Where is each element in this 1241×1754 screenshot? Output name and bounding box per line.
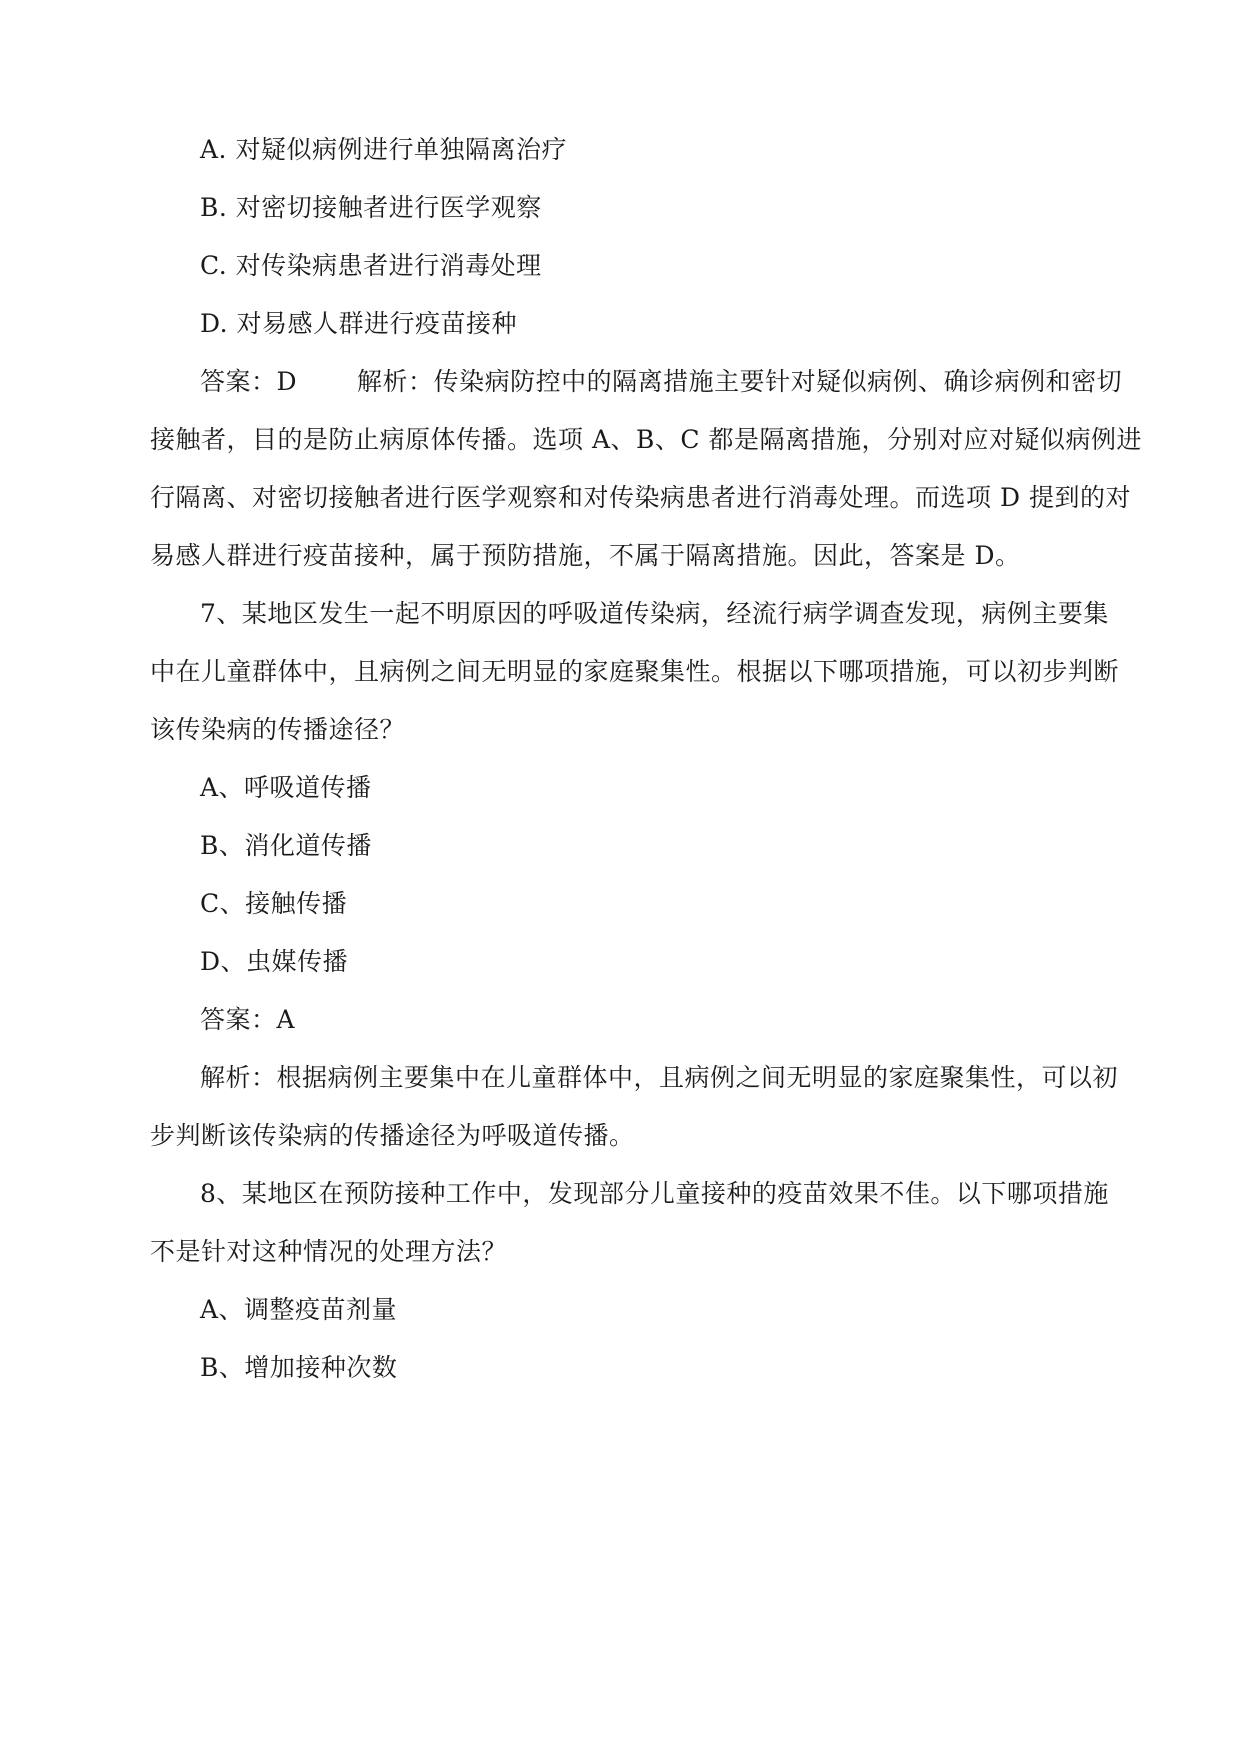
q7-question-line-3: 该传染病的传播途径？: [150, 715, 406, 744]
q8-option-b: B、增加接种次数: [200, 1353, 398, 1382]
q8-option-a: A、调整疫苗剂量: [200, 1295, 398, 1324]
q8-question-line-1: 8、某地区在预防接种工作中，发现部分儿童接种的疫苗效果不佳。以下哪项措施: [200, 1179, 1109, 1208]
q7-analysis-line-2: 步判断该传染病的传播途径为呼吸道传播。: [150, 1121, 635, 1150]
q6-option-d: D. 对易感人群进行疫苗接种: [200, 309, 518, 338]
q6-option-a: A. 对疑似病例进行单独隔离治疗: [200, 135, 567, 164]
q7-analysis-line-1: 解析：根据病例主要集中在儿童群体中，且病例之间无明显的家庭聚集性，可以初: [200, 1063, 1119, 1092]
q6-analysis-line-2: 接触者，目的是防止病原体传播。选项 A、B、C 都是隔离措施，分别对应对疑似病例进: [150, 425, 1142, 454]
q7-option-d: D、虫媒传播: [200, 947, 349, 976]
q6-answer-analysis-line-1: [200, 367, 1123, 397]
q7-option-b: B、消化道传播: [200, 831, 372, 860]
q6-option-b: B. 对密切接触者进行医学观察: [200, 193, 542, 222]
q7-question-line-2: 中在儿童群体中，且病例之间无明显的家庭聚集性。根据以下哪项措施，可以初步判断: [150, 657, 1120, 686]
q6-analysis-label: 解析：: [357, 367, 434, 396]
q7-answer: 答案：A: [200, 1005, 296, 1034]
q7-option-a: A、呼吸道传播: [200, 773, 372, 802]
q6-answer: 答案：D: [200, 367, 298, 396]
q8-question-line-2: 不是针对这种情况的处理方法？: [150, 1237, 508, 1266]
q6-option-c: C. 对传染病患者进行消毒处理: [200, 251, 542, 280]
q6-analysis-line-4: 易感人群进行疫苗接种，属于预防措施，不属于隔离措施。因此，答案是 D。: [150, 541, 1021, 570]
q7-question-line-1: 7、某地区发生一起不明原因的呼吸道传染病，经流行病学调查发现，病例主要集: [200, 599, 1109, 628]
q6-analysis-line-3: 行隔离、对密切接触者进行医学观察和对传染病患者进行消毒处理。而选项 D 提到的对: [150, 483, 1131, 512]
q6-analysis-text: 传染病防控中的隔离措施主要针对疑似病例、确诊病例和密切: [433, 367, 1123, 396]
q7-option-c: C、接触传播: [200, 889, 348, 918]
